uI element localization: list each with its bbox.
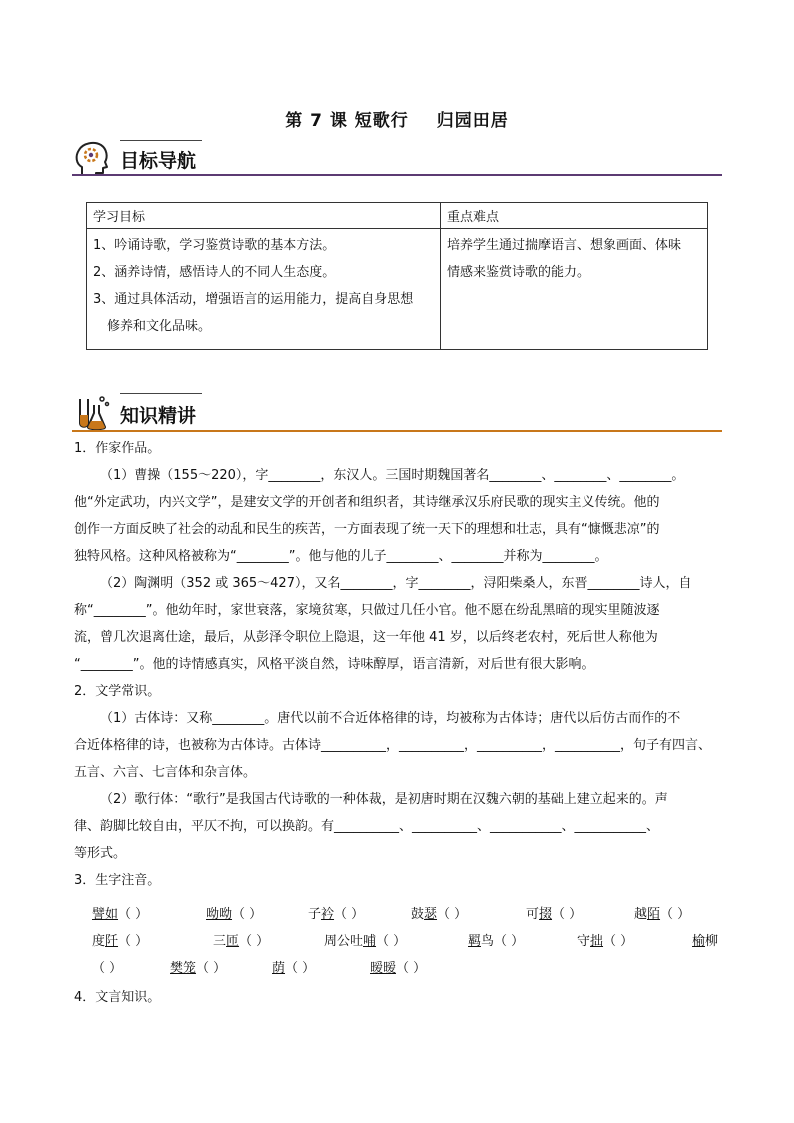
- tao-line3: 流，曾几次退离仕途，最后，从彭泽令职位上隐退，这一年他 41 岁，以后终老农村，死后世人称他为: [74, 630, 658, 645]
- pinyin-item: 三匝（ ）: [213, 934, 270, 949]
- title-left: 第 7 课 短歌行: [285, 111, 409, 131]
- pinyin-item: 守拙（ ）: [577, 934, 634, 949]
- section-knowledge-heading: 知识精讲: [120, 405, 197, 427]
- pinyin-item: 樊笼（ ）: [170, 961, 227, 976]
- item1-label: 1．作家作品。: [74, 441, 161, 456]
- pinyin-item: 羁鸟（ ）: [468, 934, 525, 949]
- objective-2: 2、涵养诗情，感悟诗人的不同人生态度。: [93, 265, 336, 280]
- pinyin-item: 鼓瑟（ ）: [411, 907, 468, 922]
- item2-label: 2．文学常识。: [74, 684, 161, 699]
- guti-line1: （1）古体诗：又称________。唐代以前不合近体格律的诗，均被称为古体诗；唐代以后仿古而作的不: [100, 711, 681, 726]
- pinyin-item: 呦呦（ ）: [206, 907, 263, 922]
- title-right: 归园田居: [436, 111, 509, 131]
- head-gear-icon: [72, 140, 112, 178]
- gexing-line1: （2）歌行体：“歌行”是我国古代诗歌的一种体裁，是初唐时期在汉魏六朝的基础上建立起来的。声: [100, 792, 668, 807]
- pinyin-item: 榆柳: [692, 934, 719, 949]
- caocao-line3: 创作一方面反映了社会的动乱和民生的疾苦，一方面表现了统一天下的理想和壮志，具有“慷慨悲凉”的: [74, 522, 660, 537]
- key-points-line2: 情感来鉴赏诗歌的能力。: [447, 265, 591, 280]
- tao-line4: “________”。他的诗情感真实，风格平淡自然，诗味醇厚，语言清新，对后世有很大影响。: [74, 657, 595, 672]
- pinyin-item: 周公吐哺（ ）: [324, 934, 407, 949]
- goals-table: [86, 202, 708, 350]
- section-knowledge-rule: [72, 430, 722, 432]
- pinyin-item: （ ）: [92, 961, 123, 976]
- pinyin-item: 譬如（ ）: [92, 907, 149, 922]
- goals-key-points: [441, 229, 708, 350]
- goals-objectives: [87, 229, 441, 350]
- objective-3-cont: 修养和文化品味。: [107, 319, 212, 334]
- key-points-line1: 培养学生通过揣摩语言、想象画面、体味: [447, 238, 682, 253]
- item4-label: 4．文言知识。: [74, 990, 161, 1005]
- goals-col1-header: 学习目标: [87, 203, 441, 229]
- pinyin-item: 荫（ ）: [272, 961, 316, 976]
- objective-1: 1、吟诵诗歌，学习鉴赏诗歌的基本方法。: [93, 238, 336, 253]
- pinyin-item: 暧暧（ ）: [370, 961, 427, 976]
- guti-line2: 合近体格律的诗，也被称为古体诗。古体诗__________，__________，__________，__________，句子有四言、: [74, 738, 712, 753]
- section-goals-heading: 目标导航: [120, 150, 197, 172]
- item4-block: [74, 984, 722, 1011]
- goals-col2-header: 重点难点: [441, 203, 708, 229]
- pinyin-item: 度阡（ ）: [92, 934, 149, 949]
- item3-label: 3．生字注音。: [74, 873, 161, 888]
- guti-line3: 五言、六言、七言体和杂言体。: [74, 765, 257, 780]
- caocao-line2: 他“外定武功，内兴文学”，是建安文学的开创者和组织者，其诗继承汉乐府民歌的现实主义传统。他的: [74, 495, 660, 510]
- caocao-line1: （1）曹操（155～220），字________，东汉人。三国时期魏国著名________、________、________。: [100, 468, 685, 483]
- objective-3: 3、通过具体活动，增强语言的运用能力，提高自身思想: [93, 292, 414, 307]
- tao-line1: （2）陶渊明（352 或 365～427），又名________，字________，浔阳柴桑人，东晋________诗人，自: [100, 576, 692, 591]
- flask-icon: [72, 393, 112, 433]
- knowledge-body: [74, 435, 722, 894]
- pinyin-item: 子衿（ ）: [308, 907, 365, 922]
- caocao-line4: 独特风格。这种风格被称为“________”。他与他的儿子________、________并称为________。: [74, 549, 608, 564]
- section-goals-rule: [72, 174, 722, 176]
- tao-line2: 称“________”。他幼年时，家世衰落，家境贫寒，只做过几任小官。他不愿在纷乱黑暗的现实里随波逐: [74, 603, 660, 618]
- pinyin-item: 可掇（ ）: [526, 907, 583, 922]
- gexing-line2: 律、韵脚比较自由，平仄不拘，可以换韵。有__________、__________、___________、___________、: [74, 819, 660, 834]
- pinyin-item: 越陌（ ）: [634, 907, 691, 922]
- gexing-line3: 等形式。: [74, 846, 127, 861]
- page-title: [0, 106, 794, 131]
